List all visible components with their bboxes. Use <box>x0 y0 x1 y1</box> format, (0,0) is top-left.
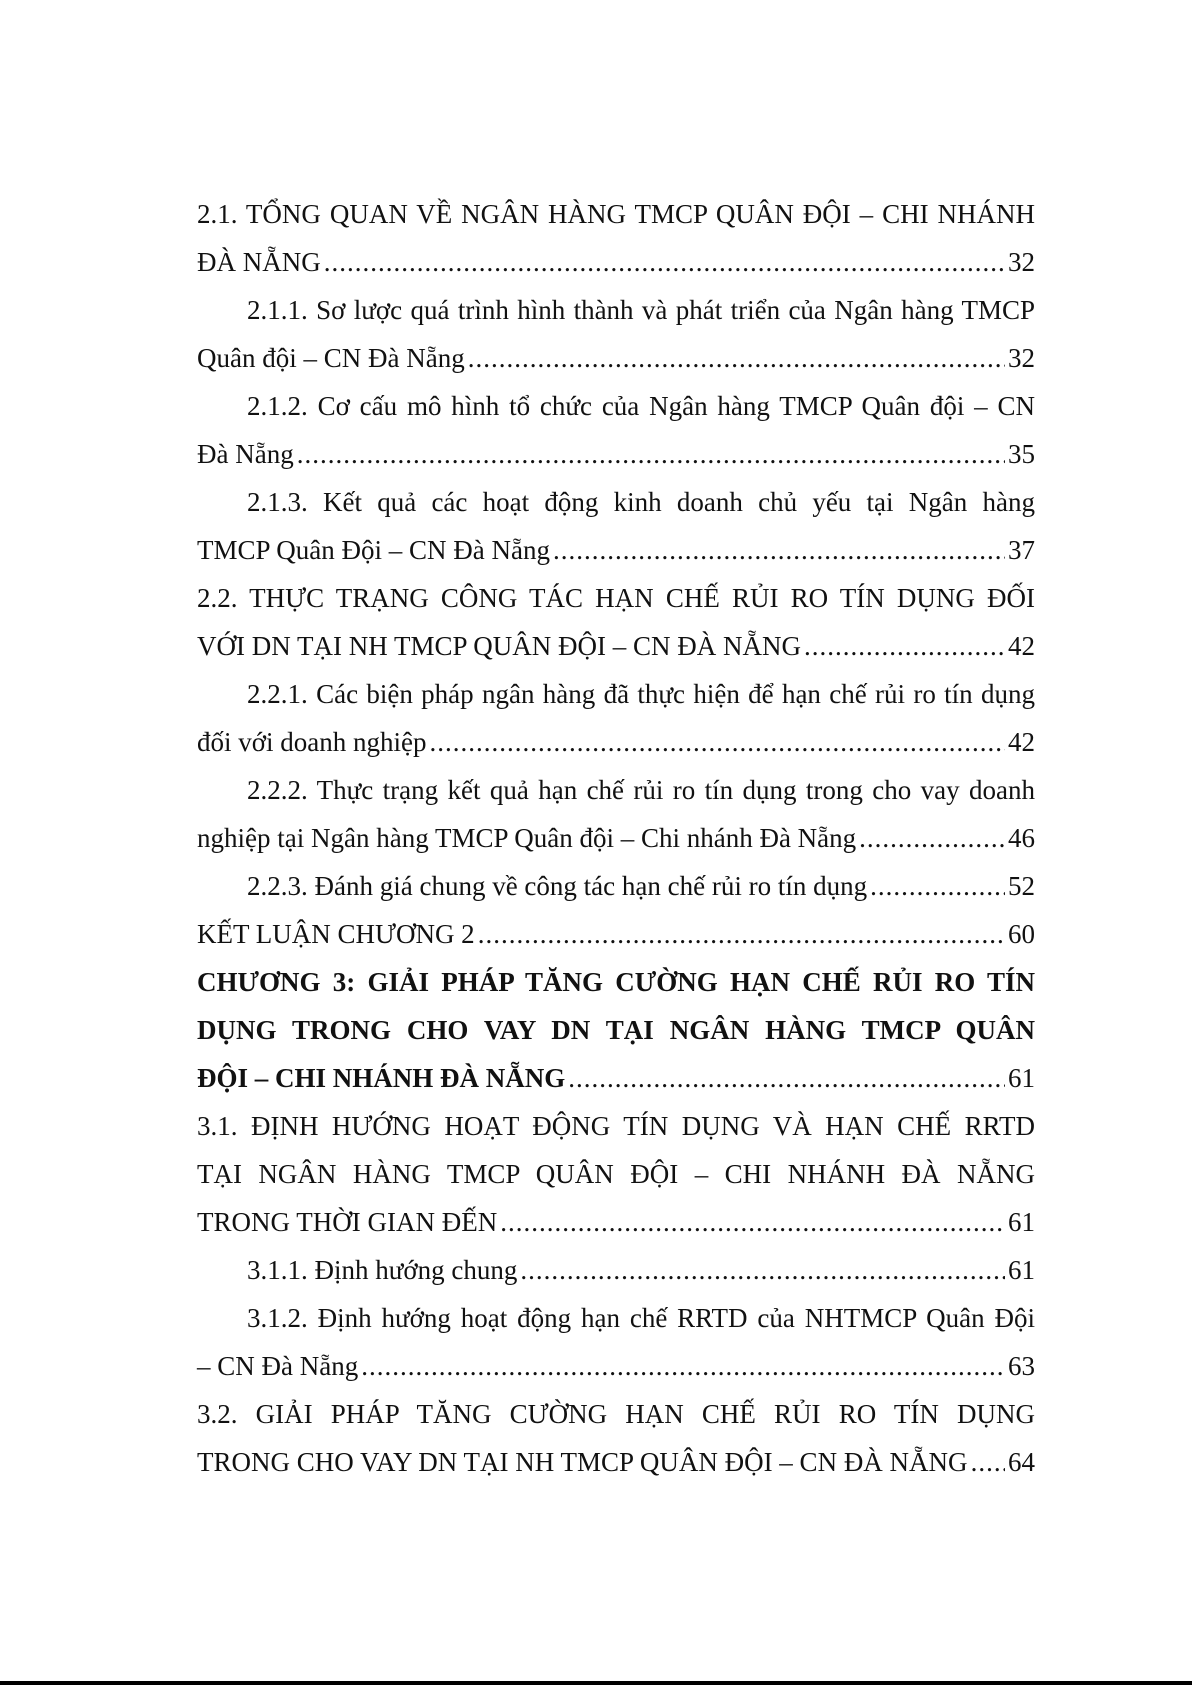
toc-entry-leader-line <box>197 1438 1035 1486</box>
toc-page-number: 42 <box>1008 727 1035 757</box>
toc-entry-title-line: 2.1. TỔNG QUAN VỀ NGÂN HÀNG TMCP QUÂN ĐỘI – CHI NHÁNH <box>197 199 1035 229</box>
toc-entry-title: 3.1.1. Định hướng chung <box>247 1255 518 1285</box>
toc-entry[interactable] <box>197 382 1035 478</box>
toc-page-number: 61 <box>1008 1207 1035 1237</box>
toc-entry-title-line: DỤNG TRONG CHO VAY DN TẠI NGÂN HÀNG TMCP QUÂN <box>197 1015 1035 1045</box>
toc-entry-leader-line <box>197 862 1035 910</box>
toc-page-number: 52 <box>1008 871 1035 901</box>
toc-entry[interactable] <box>197 478 1035 574</box>
toc-page-number: 64 <box>1008 1447 1035 1477</box>
dot-leader <box>430 718 1006 766</box>
toc-entry[interactable] <box>197 1390 1035 1486</box>
dot-leader <box>520 1246 1005 1294</box>
toc-entry-leader-line <box>197 1054 1035 1102</box>
toc-entry[interactable] <box>197 1246 1035 1294</box>
toc-entry[interactable] <box>197 1294 1035 1390</box>
toc-entry-title-line: 2.1.1. Sơ lược quá trình hình thành và phát triển của Ngân hàng TMCP <box>247 295 1035 325</box>
toc-entry-leader-line <box>197 1342 1035 1390</box>
toc-entry-title: VỚI DN TẠI NH TMCP QUÂN ĐỘI – CN ĐÀ NẴNG <box>197 631 801 661</box>
toc-entry-title: đối với doanh nghiệp <box>197 727 427 757</box>
toc-entry-title-line: TẠI NGÂN HÀNG TMCP QUÂN ĐỘI – CHI NHÁNH ĐÀ NẴNG <box>197 1159 1035 1189</box>
dot-leader <box>971 1438 1005 1486</box>
toc-entry-title: – CN Đà Nẵng <box>197 1351 359 1381</box>
toc-entry-title-line: CHƯƠNG 3: GIẢI PHÁP TĂNG CƯỜNG HẠN CHẾ RỦI RO TÍN <box>197 967 1035 997</box>
toc-entry-title: nghiệp tại Ngân hàng TMCP Quân đội – Chi nhánh Đà Nẵng <box>197 823 857 853</box>
dot-leader <box>870 862 1005 910</box>
dot-leader <box>468 334 1005 382</box>
toc-entry-title: Quân đội – CN Đà Nẵng <box>197 343 465 373</box>
dot-leader <box>859 814 1005 862</box>
toc-entry[interactable] <box>197 190 1035 286</box>
toc-page-number: 42 <box>1008 631 1035 661</box>
toc-entry-leader-line <box>197 718 1035 766</box>
toc-entry-title-line: 3.1. ĐỊNH HƯỚNG HOẠT ĐỘNG TÍN DỤNG VÀ HẠN CHẾ RRTD <box>197 1111 1035 1141</box>
toc-entry-title: TRONG CHO VAY DN TẠI NH TMCP QUÂN ĐỘI – CN ĐÀ NẴNG <box>197 1447 968 1477</box>
toc-page-number: 60 <box>1008 919 1035 949</box>
toc-entry-leader-line <box>197 910 1035 958</box>
toc-entry-title-line: 3.2. GIẢI PHÁP TĂNG CƯỜNG HẠN CHẾ RỦI RO TÍN DỤNG <box>197 1399 1035 1429</box>
dot-leader <box>324 238 1005 286</box>
toc-entry-leader-line <box>197 1198 1035 1246</box>
toc-entry-title: 2.2.3. Đánh giá chung về công tác hạn chế rủi ro tín dụng <box>247 871 868 901</box>
toc-entry[interactable] <box>197 766 1035 862</box>
toc-entry-title: TMCP Quân Đội – CN Đà Nẵng <box>197 535 550 565</box>
toc-entry[interactable] <box>197 1102 1035 1246</box>
dot-leader <box>361 1342 1005 1390</box>
toc-entry[interactable] <box>197 958 1035 1102</box>
toc-page-number: 46 <box>1008 823 1035 853</box>
toc-page-number: 35 <box>1008 439 1035 469</box>
page-bottom-border <box>0 1681 1192 1685</box>
dot-leader <box>478 910 1005 958</box>
dot-leader <box>500 1198 1005 1246</box>
toc-page-number: 32 <box>1008 247 1035 277</box>
toc-entry-title: KẾT LUẬN CHƯƠNG 2 <box>197 919 475 949</box>
toc-entry-title-line: 2.2.1. Các biện pháp ngân hàng đã thực hiện để hạn chế rủi ro tín dụng <box>247 679 1035 709</box>
dot-leader <box>804 622 1005 670</box>
dot-leader <box>568 1054 1005 1102</box>
toc-entry-title-line: 2.2.2. Thực trạng kết quả hạn chế rủi ro tín dụng trong cho vay doanh <box>247 775 1035 805</box>
dot-leader <box>297 430 1005 478</box>
toc-entry-leader-line <box>197 622 1035 670</box>
toc-page-number: 63 <box>1008 1351 1035 1381</box>
toc-page-number: 61 <box>1008 1255 1035 1285</box>
table-of-contents <box>197 190 1035 1486</box>
toc-entry[interactable] <box>197 670 1035 766</box>
toc-entry[interactable] <box>197 910 1035 958</box>
toc-entry-title: ĐÀ NẴNG <box>197 247 321 277</box>
toc-page-number: 32 <box>1008 343 1035 373</box>
toc-entry-leader-line <box>197 814 1035 862</box>
toc-entry-leader-line <box>197 430 1035 478</box>
toc-entry-title-line: 2.1.3. Kết quả các hoạt động kinh doanh chủ yếu tại Ngân hàng <box>247 487 1035 517</box>
toc-entry-title: Đà Nẵng <box>197 439 294 469</box>
toc-entry-title-line: 3.1.2. Định hướng hoạt động hạn chế RRTD của NHTMCP Quân Đội <box>247 1303 1035 1333</box>
toc-page-number: 37 <box>1008 535 1035 565</box>
toc-entry-title: TRONG THỜI GIAN ĐẾN <box>197 1207 498 1237</box>
toc-entry-leader-line <box>197 1246 1035 1294</box>
toc-entry-title-line: 2.1.2. Cơ cấu mô hình tổ chức của Ngân hàng TMCP Quân đội – CN <box>247 391 1035 421</box>
toc-entry[interactable] <box>197 286 1035 382</box>
toc-entry-title: ĐỘI – CHI NHÁNH ĐÀ NẴNG <box>197 1063 566 1093</box>
toc-page-number: 61 <box>1008 1063 1035 1093</box>
toc-entry-leader-line <box>197 526 1035 574</box>
toc-entry[interactable] <box>197 862 1035 910</box>
toc-entry[interactable] <box>197 574 1035 670</box>
toc-entry-title-line: 2.2. THỰC TRẠNG CÔNG TÁC HẠN CHẾ RỦI RO TÍN DỤNG ĐỐI <box>197 583 1035 613</box>
toc-entry-leader-line <box>197 238 1035 286</box>
dot-leader <box>553 526 1005 574</box>
toc-entry-leader-line <box>197 334 1035 382</box>
